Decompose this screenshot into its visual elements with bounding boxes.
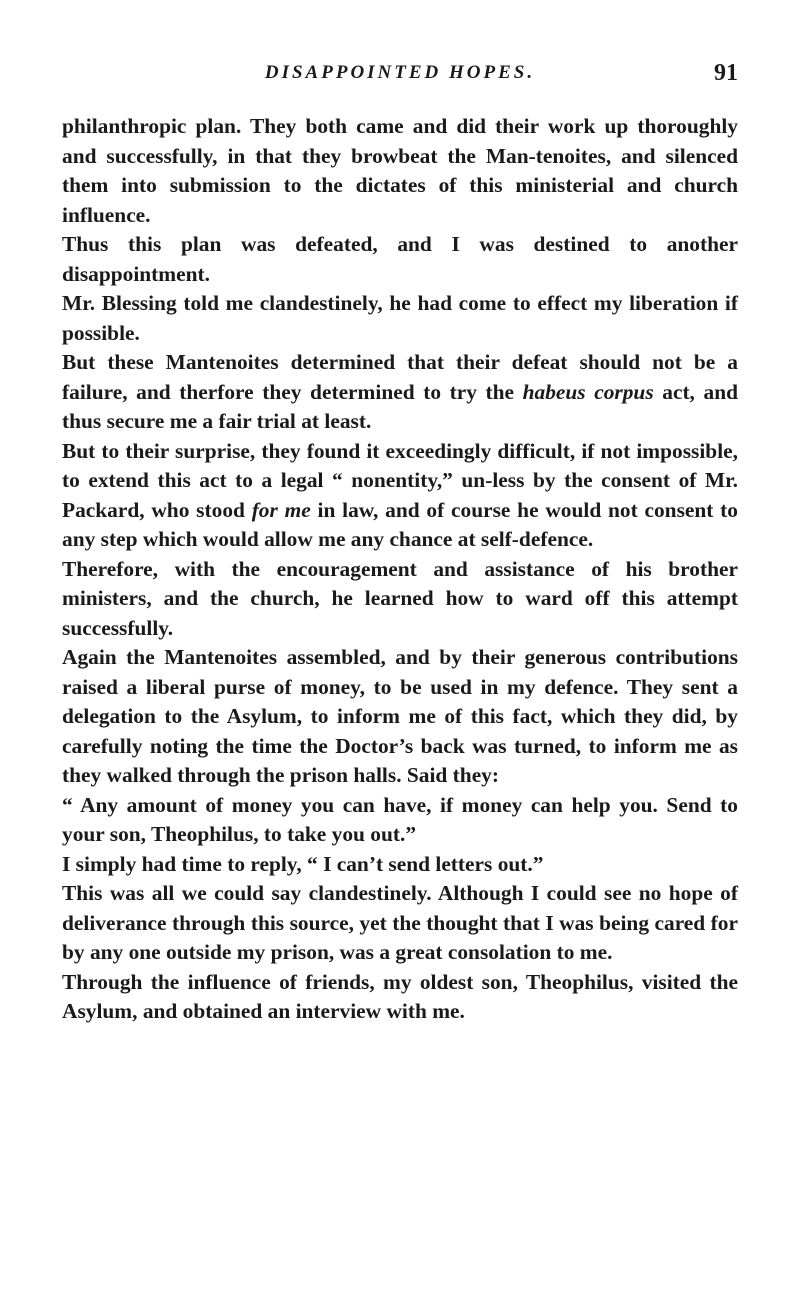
paragraph: Mr. Blessing told me clandestinely, he had come to effect my liberation if possible. [62,291,738,345]
page-number: 91 [714,60,738,86]
paragraph-text: But these Mantenoites determined that their defeat should not be a failure, and therfore they determined to try the [62,350,738,404]
paragraph [62,348,738,437]
paragraph: Therefore, with the encouragement and assistance of his brother ministers, and the church, he learned how to ward off this attempt successfully. [62,556,738,640]
paragraph: Thus this plan was defeated, and I was destined to another disappointment. [62,232,738,286]
paragraph: philanthropic plan. They both came and did their work up thoroughly and successfully, in that they browbeat the Man-tenoites, and silenced them into submission to the dictates of this ministerial and church influence. [62,114,738,227]
paragraph-text: But to their surprise, they found it exceedingly difficult, if not impossible, to extend this act to a legal “ nonentity,” un-less by the consent of Mr. Packard, who stood [62,438,738,522]
italic-term: habeus corpus [522,379,654,404]
paragraph: “ Any amount of money you can have, if money can help you. Send to your son, Theophilus, to take you out.” [62,792,738,846]
running-head [62,62,738,94]
paragraph: This was all we could say clandestinely. Although I could see no hope of deliverance through this source, yet the thought that I was being cared for by any one outside my prison, was a great consolation to me. [62,881,738,964]
paragraph: Through the influence of friends, my oldest son, Theophilus, visited the Asylum, and obtained an interview with me. [62,969,738,1023]
running-title: DISAPPOINTED HOPES. [264,62,536,83]
body-text [62,112,738,1027]
paragraph: I simply had time to reply, “ I can’t send letters out.” [62,851,544,876]
italic-term: for me [251,497,311,522]
paragraph-text: act, and thus secure me a fair trial at least. [62,379,738,433]
paragraph [62,437,738,555]
paragraph-text: in law, and of course he would not consent to any step which would allow me any chance at self-defence. [62,497,739,551]
paragraph: Again the Mantenoites assembled, and by their generous contributions raised a liberal purse of money, to be used in my defence. They sent a delegation to the Asylum, to inform me of this fact, which they did, by carefully noting the time the Doctor’s back was turned, to inform me as they walked through the prison halls. Said they: [62,645,738,787]
